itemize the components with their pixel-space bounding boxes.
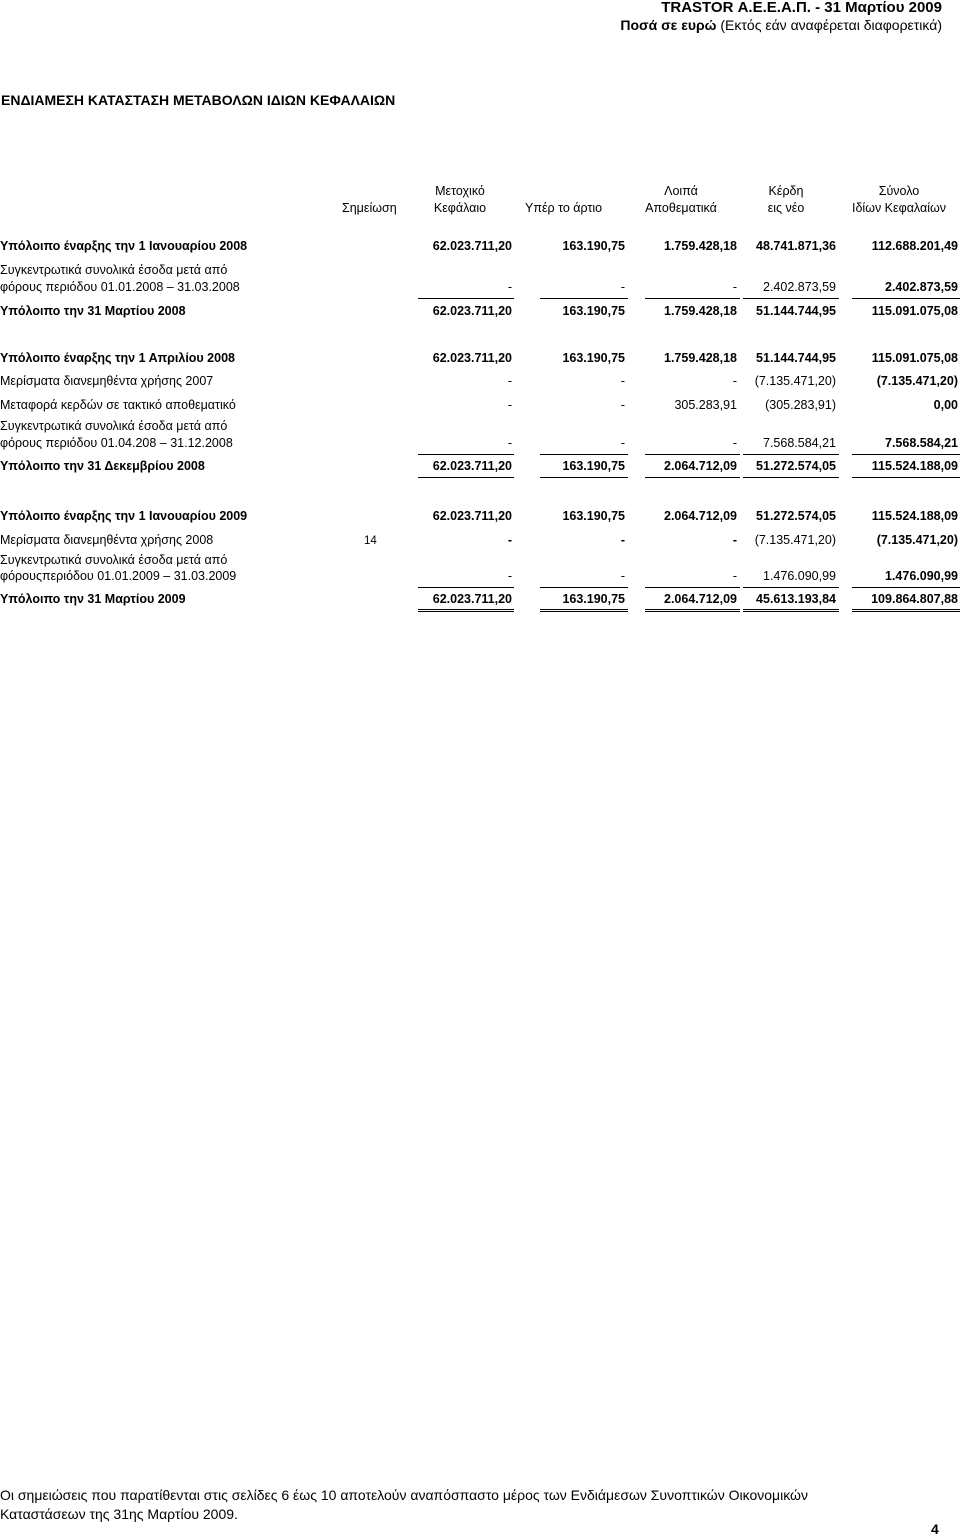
rule-line — [743, 298, 839, 299]
cell-retained: 2.402.873,59 — [763, 280, 836, 294]
col-header-note: Σημείωση — [342, 201, 397, 215]
cell-share-premium: 163.190,75 — [562, 592, 625, 606]
cell-share-capital: 62.023.711,20 — [432, 509, 512, 523]
rule-line — [645, 611, 740, 612]
cell-share-premium: 163.190,75 — [562, 509, 625, 523]
rule-line — [540, 609, 628, 610]
cell-retained: 1.476.090,99 — [763, 569, 836, 583]
cell-retained: (305.283,91) — [765, 398, 836, 412]
col-header-share-capital-l2: Κεφάλαιο — [433, 201, 487, 215]
row-label: Μερίσματα διανεμηθέντα χρήσης 2008 — [0, 533, 214, 547]
rule-line — [418, 587, 514, 588]
cell-other-reserves: 2.064.712,09 — [664, 459, 737, 473]
cell-total: 109.864.807,88 — [871, 592, 958, 606]
cell-share-premium: - — [620, 280, 625, 294]
rule-line — [852, 609, 960, 610]
cell-share-capital: 62.023.711,20 — [432, 459, 512, 473]
rule-line — [645, 477, 740, 478]
row-label: Μεταφορά κερδών σε τακτικό αποθεματικό — [0, 398, 236, 412]
cell-other-reserves: 2.064.712,09 — [664, 509, 737, 523]
cell-share-capital: - — [507, 569, 512, 583]
cell-other-reserves: - — [732, 436, 737, 450]
row-label: Υπόλοιπο την 31 Μαρτίου 2008 — [0, 304, 186, 318]
cell-other-reserves: 1.759.428,18 — [664, 304, 737, 318]
rule-line — [852, 454, 960, 455]
rule-line — [852, 587, 960, 588]
cell-total: 0,00 — [933, 398, 958, 412]
rule-line — [743, 609, 839, 610]
cell-other-reserves: - — [732, 374, 737, 388]
cell-share-premium: 163.190,75 — [562, 351, 625, 365]
cell-retained: 48.741.871,36 — [756, 239, 836, 253]
cell-retained: 51.144.744,95 — [756, 304, 836, 318]
rule-line — [645, 298, 740, 299]
col-header-retained-l2: εις νέο — [767, 201, 805, 215]
col-header-total-equity-l2: Ιδίων Κεφαλαίων — [851, 201, 946, 215]
cell-retained: (7.135.471,20) — [754, 374, 836, 388]
cell-share-capital: 62.023.711,20 — [432, 239, 512, 253]
cell-total: 115.091.075,08 — [871, 304, 958, 318]
cell-share-capital: - — [507, 436, 512, 450]
footer-note-line1: Οι σημειώσεις που παρατίθενται στις σελίδες 6 έως 10 αποτελούν αναπόσπαστο μέρος των Ενδιάμεσων Συνοπτικών Οικονομικών — [0, 1487, 808, 1503]
row-label-line1: Συγκεντρωτικά συνολικά έσοδα μετά από — [0, 263, 228, 277]
rule-line — [852, 477, 960, 478]
rule-line — [418, 611, 514, 612]
rule-line — [540, 298, 628, 299]
cell-share-capital: - — [507, 533, 512, 547]
cell-total: (7.135.471,20) — [876, 533, 958, 547]
cell-retained: 51.272.574,05 — [756, 509, 836, 523]
row-label-line1: Συγκεντρωτικά συνολικά έσοδα μετά από — [0, 419, 228, 433]
cell-total: 112.688.201,49 — [871, 239, 958, 253]
cell-share-capital: 62.023.711,20 — [432, 304, 512, 318]
cell-retained: 51.272.574,05 — [756, 459, 836, 473]
row-label: Υπόλοιπο έναρξης την 1 Ιανουαρίου 2008 — [0, 239, 248, 253]
row-label: φόρους περιόδου 01.01.2008 – 31.03.2008 — [0, 280, 240, 294]
cell-share-premium: - — [620, 533, 625, 547]
row-label: Υπόλοιπο την 31 Δεκεμβρίου 2008 — [0, 459, 205, 473]
cell-share-capital: - — [507, 280, 512, 294]
rule-line — [743, 477, 839, 478]
row-label: Υπόλοιπο την 31 Μαρτίου 2009 — [0, 592, 186, 606]
cell-retained: (7.135.471,20) — [754, 533, 836, 547]
cell-other-reserves: 1.759.428,18 — [664, 239, 737, 253]
cell-total: 115.091.075,08 — [871, 351, 958, 365]
rule-line — [540, 587, 628, 588]
cell-total: 115.524.188,09 — [871, 459, 958, 473]
statement-title: ΕΝΔΙΑΜΕΣΗ ΚΑΤΑΣΤΑΣΗ ΜΕΤΑΒΟΛΩΝ ΙΔΙΩΝ ΚΕΦΑΛΑΙΩΝ — [1, 92, 396, 108]
cell-other-reserves: - — [732, 569, 737, 583]
cell-share-premium: - — [620, 398, 625, 412]
cell-share-premium: - — [620, 436, 625, 450]
rule-line — [743, 611, 839, 612]
currency-main: Ποσά σε ευρώ — [620, 17, 717, 33]
cell-share-capital: - — [507, 398, 512, 412]
row-label: Υπόλοιπο έναρξης την 1 Ιανουαρίου 2009 — [0, 509, 248, 523]
cell-share-capital: - — [507, 374, 512, 388]
col-header-share-premium: Υπέρ το άρτιο — [525, 201, 603, 215]
cell-retained: 7.568.584,21 — [763, 436, 836, 450]
rule-line — [743, 454, 839, 455]
row-label-line1: Συγκεντρωτικά συνολικά έσοδα μετά από — [0, 553, 228, 567]
rule-line — [540, 611, 628, 612]
rule-line — [852, 298, 960, 299]
cell-other-reserves: 1.759.428,18 — [664, 351, 737, 365]
row-label: φόρουςπεριόδου 01.01.2009 – 31.03.2009 — [0, 569, 237, 583]
rule-line — [418, 454, 514, 455]
cell-share-premium: - — [620, 374, 625, 388]
page-number: 4 — [931, 1521, 939, 1537]
cell-other-reserves: 305.283,91 — [674, 398, 737, 412]
footer-note — [0, 1486, 808, 1524]
cell-total: (7.135.471,20) — [876, 374, 958, 388]
currency-sub: (Εκτός εάν αναφέρεται διαφορετικά) — [720, 17, 942, 33]
footer-note-line2: Καταστάσεων της 31ης Μαρτίου 2009. — [0, 1506, 238, 1522]
col-header-share-capital-l1: Μετοχικό — [435, 184, 485, 198]
cell-total: 1.476.090,99 — [885, 569, 958, 583]
cell-total: 2.402.873,59 — [885, 280, 958, 294]
col-header-retained-l1: Κέρδη — [768, 184, 804, 198]
col-header-other-reserves-l1: Λοιπά — [664, 184, 698, 198]
rule-line — [540, 477, 628, 478]
row-label: Μερίσματα διανεμηθέντα χρήσης 2007 — [0, 374, 214, 388]
cell-share-capital: 62.023.711,20 — [432, 592, 512, 606]
cell-retained: 45.613.193,84 — [756, 592, 836, 606]
cell-retained: 51.144.744,95 — [756, 351, 836, 365]
cell-share-premium: 163.190,75 — [562, 239, 625, 253]
cell-share-capital: 62.023.711,20 — [432, 351, 512, 365]
cell-other-reserves: - — [732, 280, 737, 294]
cell-other-reserves: 2.064.712,09 — [664, 592, 737, 606]
rule-line — [540, 454, 628, 455]
rule-line — [645, 587, 740, 588]
row-label: φόρους περιόδου 01.04.208 – 31.12.2008 — [0, 436, 233, 450]
col-header-other-reserves-l2: Αποθεματικά — [645, 201, 717, 215]
cell-other-reserves: - — [732, 533, 737, 547]
cell-total: 115.524.188,09 — [871, 509, 958, 523]
rule-line — [645, 454, 740, 455]
cell-total: 7.568.584,21 — [885, 436, 958, 450]
report-company-period: TRASTOR Α.Ε.Ε.Α.Π. - 31 Μαρτίου 2009 — [661, 0, 942, 16]
rule-line — [418, 477, 514, 478]
rule-line — [852, 611, 960, 612]
col-header-total-equity-l1: Σύνολο — [878, 184, 920, 198]
rule-line — [418, 609, 514, 610]
rule-line — [743, 587, 839, 588]
cell-share-premium: 163.190,75 — [562, 459, 625, 473]
cell-share-premium: 163.190,75 — [562, 304, 625, 318]
rule-line — [645, 609, 740, 610]
cell-share-premium: - — [620, 569, 625, 583]
row-label: Υπόλοιπο έναρξης την 1 Απριλίου 2008 — [0, 351, 235, 365]
rule-line — [418, 298, 514, 299]
cell-note: 14 — [364, 535, 377, 547]
